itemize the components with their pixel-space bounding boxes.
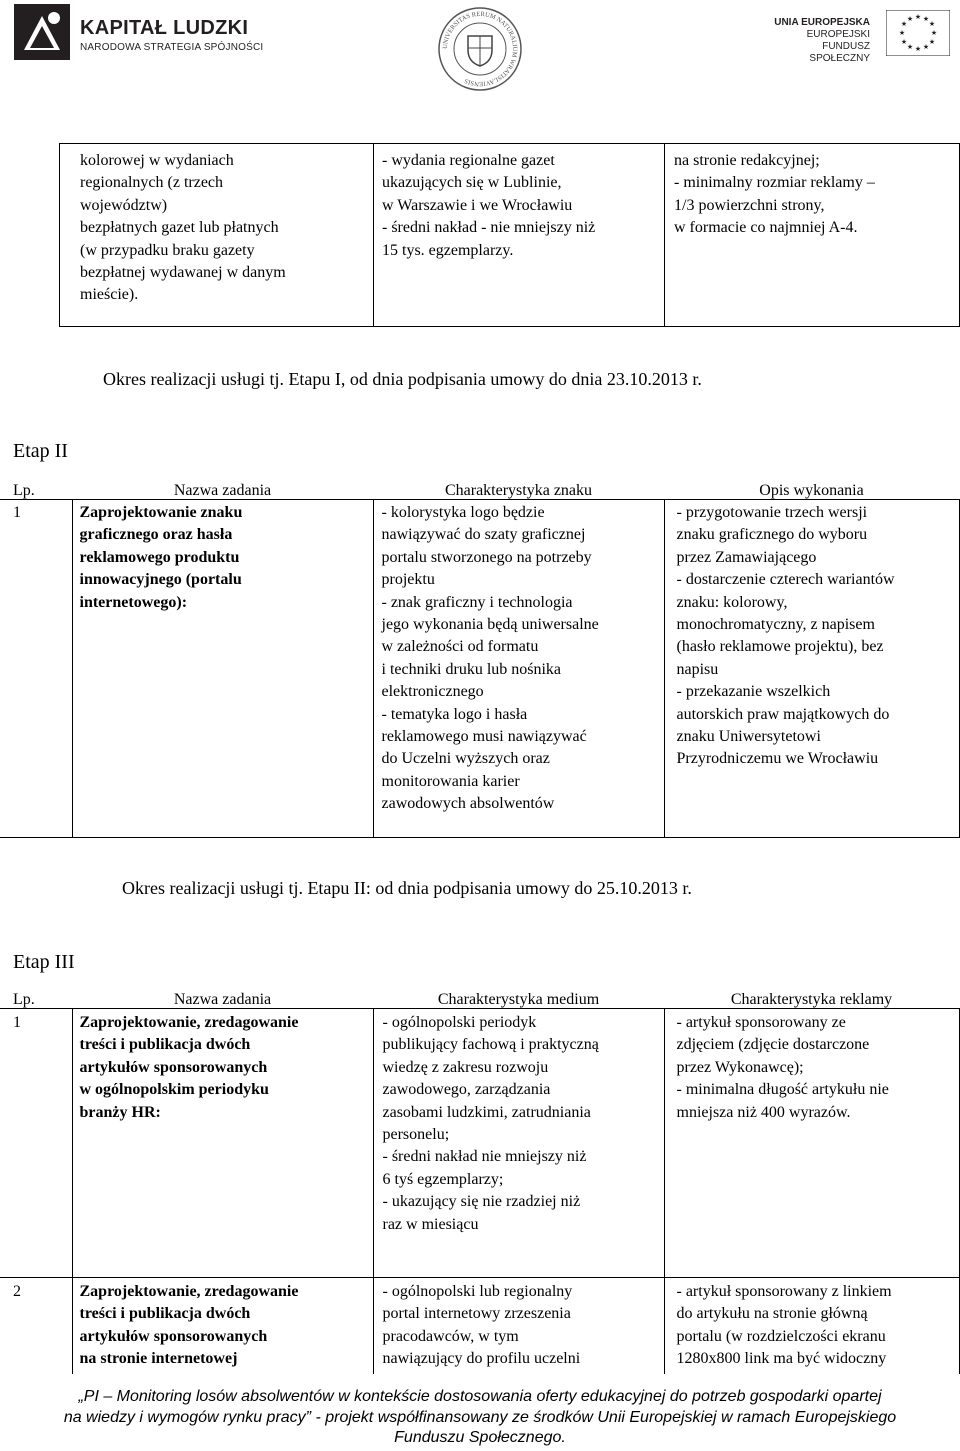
svg-text:★: ★ [906, 43, 914, 51]
kapital-ludzki-logo [14, 4, 274, 64]
stage-2-header-characteristics: Charakterystyka znaku [444, 482, 593, 499]
table-row [0, 1009, 959, 1278]
stage-3-row-1-medium: - ogólnopolski periodyk publikujący fachową i praktyczną wiedzę z zakresu rozwoju zawodowego, zarządzania zasobami ludzkimi, zatrudniania personelu; - średni nakład nie mniejszy niż 6 tyś egzemplarzy; - ukazujący się nie rzadziej niż raz w miesiącu [382, 1014, 599, 1233]
stage-2-header-lp: Lp. [13, 482, 35, 499]
stage-3-heading: Etap III [13, 951, 75, 973]
eu-flag-icon [886, 10, 950, 56]
stage-3-header-lp: Lp. [13, 991, 35, 1008]
eu-logo-line3: FUNDUSZ SPOŁECZNY [809, 41, 870, 64]
svg-text:★: ★ [906, 15, 914, 23]
stage-2-heading: Etap II [13, 440, 68, 462]
svg-text:★: ★ [928, 20, 936, 28]
svg-text:★: ★ [922, 15, 930, 23]
eu-logo-line2: EUROPEJSKI [806, 29, 870, 40]
stage-2-header-task: Nazwa zadania [173, 482, 272, 499]
stage-3-row-1-lp: 1 [13, 1014, 21, 1031]
stage-3-row-2-ad: - artykuł sponsorowany z linkiem do artykułu na stronie główną portalu (w rozdzielczości ekranu 1280x800 link ma być widoczny [676, 1283, 892, 1368]
stage-3-row-1-task: Zaprojektowanie, zredagowanie treści i publikacja dwóch artykułów sponsorowanych w ogólnopolskim periodyku branży HR: [79, 1014, 299, 1121]
svg-text:★: ★ [900, 20, 908, 28]
svg-text:★: ★ [914, 13, 922, 21]
svg-text:★: ★ [898, 29, 906, 37]
table-row [0, 1278, 959, 1374]
table-row [0, 500, 959, 838]
top-table-col3: na stronie redakcyjnej; - minimalny rozmiar reklamy – 1/3 powierzchni strony, w formacie co najmniej A-4. [674, 152, 875, 237]
kapital-ludzki-title: KAPITAŁ LUDZKI [80, 17, 249, 39]
svg-text:★: ★ [914, 45, 922, 53]
university-seal-icon [437, 6, 523, 92]
kapital-ludzki-subtitle: NARODOWA STRATEGIA SPÓJNOŚCI [80, 42, 264, 53]
stage-3-header-ad: Charakterystyka reklamy [730, 991, 893, 1008]
stage-3-header-medium: Charakterystyka medium [437, 991, 600, 1008]
stage-2-row-1-task: Zaprojektowanie znaku graficznego oraz hasła reklamowego produktu innowacyjnego (portalu internetowego): [79, 504, 243, 611]
stage-2-header-description: Opis wykonania [759, 482, 864, 499]
seal-text: UNIVERSITAS RERUM NATURALIUM WRATISLAVIENSIS [441, 10, 519, 88]
svg-text:★: ★ [900, 38, 908, 46]
stage-3-table [0, 1008, 960, 1374]
top-table-col2: - wydania regionalne gazet ukazujących się w Lublinie, w Warszawie i we Wrocławiu - średni nakład - nie mniejszy niż 15 tys. egzemplarzy. [382, 152, 596, 259]
period-stage-1: Okres realizacji usługi tj. Etapu I, od dnia podpisania umowy do dnia 23.10.2013 r. [103, 369, 702, 389]
svg-text:★: ★ [928, 38, 936, 46]
stage-2-table [0, 499, 960, 838]
top-continuation-table [59, 143, 960, 327]
top-table-col1: kolorowej w wydaniach regionalnych (z trzech województw) bezpłatnych gazet lub płatnych (w przypadku braku gazety bezpłatnej wydawanej w danym mieście). [80, 152, 286, 304]
period-stage-2: Okres realizacji usługi tj. Etapu II: od dnia podpisania umowy do 25.10.2013 r. [122, 878, 692, 898]
eu-logo-line1: UNIA EUROPEJSKA [774, 17, 870, 28]
kapital-ludzki-symbol-icon [14, 4, 70, 60]
stage-3-row-2-lp: 2 [13, 1283, 21, 1300]
eu-logo-text [768, 17, 870, 65]
stage-2-row-1-description: - przygotowanie trzech wersji znaku graficznego do wyboru przez Zamawiającego - dostarczenie czterech wariantów znaku: kolorowy, monochromatyczny, z napisem (hasło reklamowe projektu), bez napisu - przekazanie wszelkich autorskich praw majątkowych do znaku Uniwersytetowi Przyrodniczemu we Wrocławiu [676, 504, 895, 768]
stage-2-row-1-characteristics: - kolorystyka logo będzie nawiązywać do szaty graficznej portalu stworzonego na potrzeby projektu - znak graficzny i technologia jego wykonania będą uniwersalne w zależności od formatu i techniki druku lub nośnika elektronicznego - tematyka logo i hasła reklamowego musi nawiązywać do Uczelni wyższych oraz monitorowania karier zawodowych absolwentów [381, 504, 599, 813]
svg-text:★: ★ [922, 43, 930, 51]
stage-3-header-task: Nazwa zadania [173, 991, 272, 1008]
stage-3-row-1-ad: - artykuł sponsorowany ze zdjęciem (zdjęcie dostarczone przez Wykonawcę); - minimalna długość artykułu nie mniejsza niż 400 wyrazów. [676, 1014, 889, 1121]
svg-text:★: ★ [930, 29, 938, 37]
stage-2-row-1-lp: 1 [13, 504, 21, 521]
stage-3-row-2-task: Zaprojektowanie, zredagowanie treści i publikacja dwóch artykułów sponsorowanych na stronie internetowej [79, 1283, 299, 1368]
stage-3-row-2-medium: - ogólnopolski lub regionalny portal internetowy zrzeszenia pracodawców, w tym nawiązujący do profilu uczelni [382, 1283, 581, 1368]
footer-note: „PI – Monitoring losów absolwentów w kontekście dostosowania oferty edukacyjnej do potrzeb gospodarki opartej na wiedzy i wymogów rynku pracy” - projekt współfinansowany ze środków Unii Europejskiej w ramach Europejskiego Funduszu Społecznego. [63, 1388, 897, 1446]
